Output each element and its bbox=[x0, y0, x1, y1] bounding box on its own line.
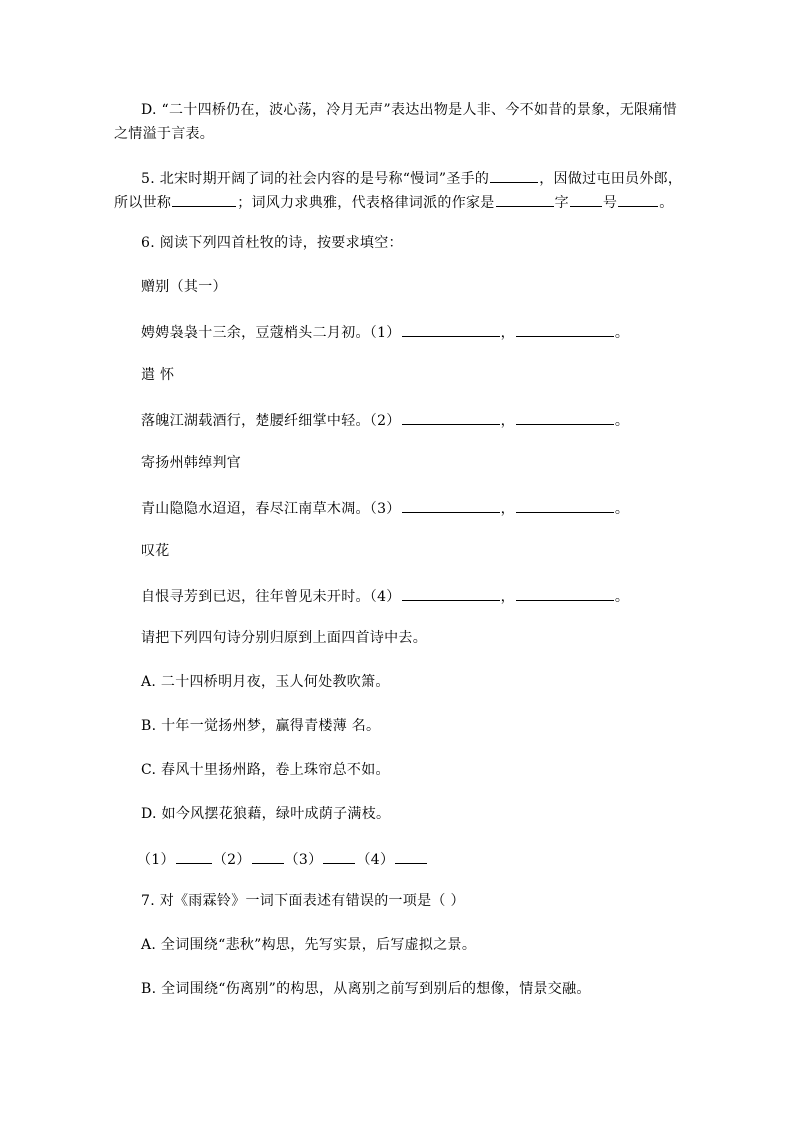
poem-2-sep: ， bbox=[500, 413, 515, 429]
q7-option-b: B. 全词围绕“伤离别”的构思，从离别之前写到别后的想像，情景交融。 bbox=[141, 981, 591, 997]
q7-stem: 7. 对《雨霖铃》一词下面表述有错误的一项是（ ） bbox=[141, 893, 465, 909]
poem-3-end: 。 bbox=[614, 501, 630, 517]
poem-2-text: 落魄江湖载酒行，楚腰纤细掌中轻。（2） bbox=[141, 413, 401, 429]
q5-text-c: 所以世称 bbox=[114, 195, 172, 211]
poem-3-blank-a[interactable] bbox=[402, 498, 500, 513]
poem-4-end: 。 bbox=[614, 589, 630, 605]
poem-2-title: 遣 怀 bbox=[141, 367, 175, 383]
answer-blank-3[interactable] bbox=[323, 849, 355, 864]
poem-2-blank-b[interactable] bbox=[516, 410, 614, 425]
poem-4-text: 自恨寻芳到已迟，往年曾见未开时。（4） bbox=[141, 589, 401, 605]
answer-label-3: （3） bbox=[284, 852, 323, 868]
poem-4-sep: ， bbox=[500, 589, 515, 605]
poem-4-line bbox=[141, 586, 629, 606]
q5-text-b: ，因做过屯田员外郎， bbox=[539, 171, 683, 187]
q4-option-d-line2: 之情溢于言表。 bbox=[114, 126, 215, 142]
answer-blank-4[interactable] bbox=[395, 849, 427, 864]
poem-4-title: 叹花 bbox=[141, 543, 170, 559]
q5-text-e: 字 bbox=[554, 195, 569, 211]
q5-text-d: ；词风力求典雅，代表格律词派的作家是 bbox=[237, 195, 495, 211]
q6-answer-line bbox=[137, 849, 428, 869]
answer-blank-1[interactable] bbox=[176, 849, 212, 864]
poem-1-blank-b[interactable] bbox=[516, 322, 614, 337]
answer-label-2: （2） bbox=[212, 852, 251, 868]
q5-line1 bbox=[141, 168, 682, 188]
poem-3-text: 青山隐隐水迢迢，春尽江南草木凋。（3） bbox=[141, 501, 401, 517]
answer-label-4: （4） bbox=[356, 852, 395, 868]
poem-4-blank-a[interactable] bbox=[402, 586, 500, 601]
q5-text-g: 。 bbox=[659, 195, 674, 211]
q4-option-d-line1: D. “二十四桥仍在，波心荡，冷月无声”表达出物是人非、今不如昔的景象，无限痛惜 bbox=[141, 102, 677, 118]
poem-2-line bbox=[141, 410, 629, 430]
q5-text-a: 5. 北宋时期开阔了词的社会内容的是号称“慢词”圣手的 bbox=[141, 171, 490, 187]
poem-2-end: 。 bbox=[614, 413, 630, 429]
poem-1-end: 。 bbox=[614, 325, 630, 341]
poem-3-blank-b[interactable] bbox=[516, 498, 614, 513]
q6-option-d: D. 如今风摆花狼藉，绿叶成荫子满枝。 bbox=[141, 806, 391, 822]
poem-1-blank-a[interactable] bbox=[402, 322, 500, 337]
poem-4-blank-b[interactable] bbox=[516, 586, 614, 601]
q6-option-b: B. 十年一觉扬州梦，赢得青楼薄 名。 bbox=[141, 718, 381, 734]
q6-instruction: 请把下列四句诗分别归原到上面四首诗中去。 bbox=[141, 630, 427, 646]
q5-text-f: 号 bbox=[602, 195, 618, 211]
poem-1-line bbox=[141, 322, 629, 342]
poem-3-sep: ， bbox=[500, 501, 515, 517]
poem-1-title: 赠别（其一） bbox=[141, 279, 227, 295]
poem-1-sep: ， bbox=[500, 325, 515, 341]
q5-blank-2[interactable] bbox=[172, 192, 236, 207]
q6-option-c: C. 春风十里扬州路，卷上珠帘总不如。 bbox=[141, 762, 390, 778]
answer-blank-2[interactable] bbox=[252, 849, 284, 864]
poem-3-title: 寄扬州韩绰判官 bbox=[141, 455, 242, 471]
q5-blank-3[interactable] bbox=[496, 192, 554, 207]
answer-label-1: （1） bbox=[137, 852, 175, 868]
poem-3-line bbox=[141, 498, 629, 518]
q7-option-a: A. 全词围绕“悲秋”构思，先写实景，后写虚拟之景。 bbox=[141, 937, 477, 953]
q6-option-a: A. 二十四桥明月夜，玉人何处教吹箫。 bbox=[141, 674, 390, 690]
q5-line2 bbox=[114, 192, 674, 212]
poem-2-blank-a[interactable] bbox=[402, 410, 500, 425]
q5-blank-1[interactable] bbox=[490, 168, 538, 183]
q5-blank-4[interactable] bbox=[570, 192, 602, 207]
q6-intro: 6. 阅读下列四首杜牧的诗，按要求填空： bbox=[141, 235, 403, 251]
q5-blank-5[interactable] bbox=[618, 192, 658, 207]
poem-1-text: 娉娉袅袅十三余，豆蔻梢头二月初。（1） bbox=[141, 325, 401, 341]
